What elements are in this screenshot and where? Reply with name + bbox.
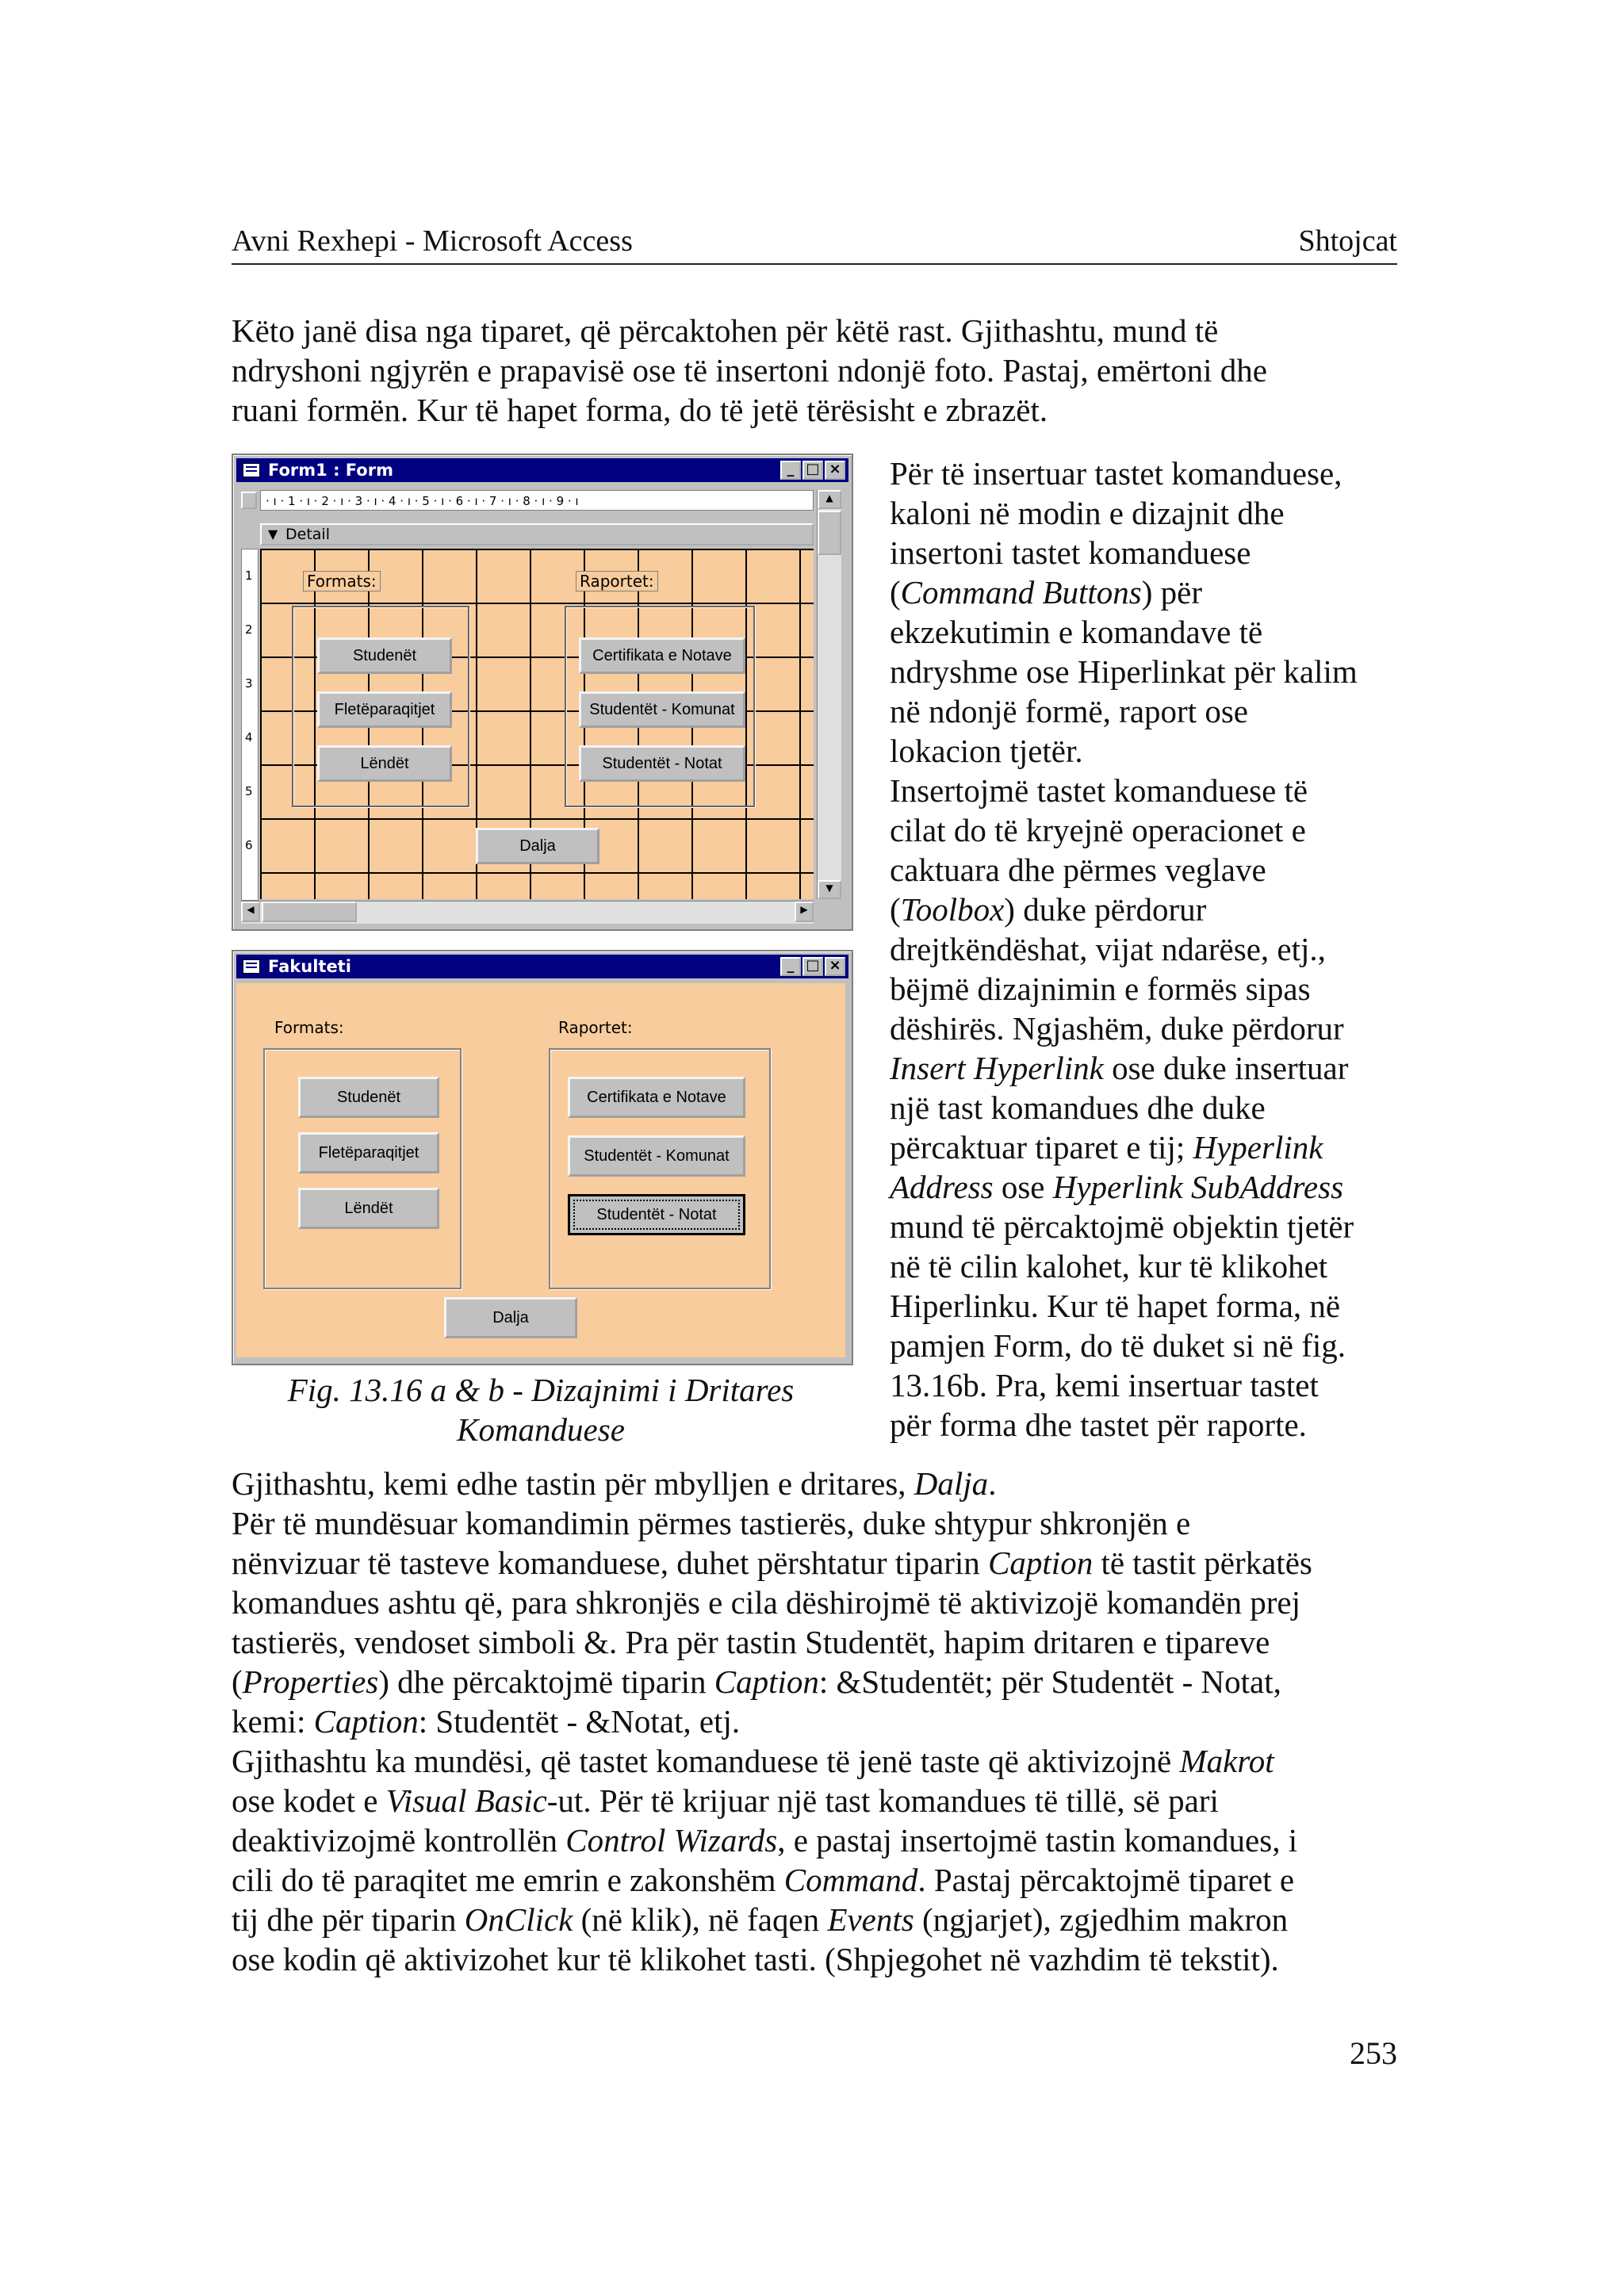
horizontal-scrollbar[interactable] <box>241 901 814 924</box>
scroll-down-icon[interactable]: ▼ <box>818 880 841 899</box>
ruler-marks: · ı · 1 · ı · 2 · ı · 3 · ı · 4 · ı · 5 · ı · 6 · ı · 7 · ı · 8 · ı · 9 · ı <box>266 494 579 508</box>
text-line: bëjmë dizajnimin e formës sipas <box>890 970 1311 1007</box>
detail-section-label: Detail <box>285 526 330 543</box>
text-line: ndryshme ose Hiperlinkat për kalim <box>890 653 1358 690</box>
text-line: në të cilin kalohet, kur të klikohet <box>890 1248 1328 1284</box>
detail-section-bar[interactable] <box>260 523 814 545</box>
maximize-icon[interactable]: □ <box>802 957 823 976</box>
text-line: mund të përcaktojmë objektin tjetër <box>890 1208 1354 1245</box>
text-line: Address ose Hyperlink SubAddress <box>890 1169 1344 1205</box>
text-line: kemi: Caption: Studentët - &Notat, etj. <box>232 1703 741 1740</box>
form-window-titlebar <box>236 955 848 978</box>
studentet-button[interactable]: Studenët <box>317 637 452 674</box>
design-view-window <box>232 454 853 931</box>
lendet-button[interactable]: Lëndët <box>317 745 452 782</box>
scroll-hthumb[interactable] <box>262 902 357 922</box>
form-icon <box>243 959 260 974</box>
lendet-button[interactable]: Lëndët <box>298 1188 439 1229</box>
text-line: Insertojmë tastet komanduese të <box>890 772 1308 809</box>
form-selector[interactable] <box>241 492 257 509</box>
studentet-komunat-button[interactable]: Studentët - Komunat <box>568 1135 745 1177</box>
reports-label: Raportet: <box>558 1018 633 1037</box>
text-line: cilat do të kryejnë operacionet e <box>890 812 1306 848</box>
formats-label: Formats: <box>274 1018 344 1037</box>
text-line: ekzekutimin e komandave të <box>890 614 1263 650</box>
text-line: për forma dhe tastet për raporte. <box>890 1407 1307 1443</box>
scroll-right-icon[interactable]: ▶ <box>795 902 814 922</box>
vertical-ruler <box>241 549 259 901</box>
horizontal-ruler <box>260 490 814 511</box>
caption-line: Fig. 13.16 a & b - Dizajnimi i Dritares <box>287 1372 795 1408</box>
arrow-down-icon: ▼ <box>268 526 278 542</box>
minimize-icon[interactable]: _ <box>780 957 801 976</box>
page-number: 253 <box>1350 2035 1397 2071</box>
vertical-scrollbar[interactable] <box>817 490 841 899</box>
text-line: ruani formën. Kur të hapet forma, do të jetë tërësisht e zbrazët. <box>232 392 1048 428</box>
text-line: Për të mundësuar komandimin përmes tastierës, duke shtypur shkronjën e <box>232 1505 1191 1541</box>
bottom-paragraphs <box>232 1464 1312 1979</box>
text-line: (Properties) dhe përcaktojmë tiparin Caption: &Studentët; për Studentët - Notat, <box>232 1663 1281 1700</box>
figure-caption <box>232 1370 850 1449</box>
dalja-button[interactable]: Dalja <box>444 1297 577 1338</box>
form-body <box>236 983 845 1357</box>
text-line: drejtkëndëshat, vijat ndarëse, etj., <box>890 931 1326 967</box>
form-view-window <box>232 950 853 1365</box>
text-line: (Toolbox) duke përdorur <box>890 891 1207 928</box>
close-icon[interactable]: × <box>825 957 845 976</box>
text-line: dëshirës. Ngjashëm, duke përdorur <box>890 1010 1344 1047</box>
text-line: cili do të paraqitet me emrin e zakonshëm Command. Pastaj përcaktojmë tiparet e <box>232 1862 1295 1898</box>
text-line: caktuara dhe përmes veglave <box>890 852 1266 888</box>
text-line: në ndonjë formë, raport ose <box>890 693 1248 729</box>
certifikata-button[interactable]: Certifikata e Notave <box>568 1077 745 1118</box>
vruler-label: 2 <box>245 622 253 637</box>
text-line: lokacion tjetër. <box>890 733 1083 769</box>
studentet-komunat-button[interactable]: Studentët - Komunat <box>579 691 745 728</box>
text-line: Për të insertuar tastet komanduese, <box>890 455 1342 492</box>
studentet-notat-button[interactable]: Studentët - Notat <box>579 745 745 782</box>
text-line: ose kodin që aktivizohet kur të klikohet tasti. (Shpjegohet në vazhdim të tekstit). <box>232 1941 1279 1977</box>
studentet-button[interactable]: Studenët <box>298 1077 439 1118</box>
intro-paragraph <box>232 311 1267 430</box>
vruler-label: 3 <box>245 676 253 691</box>
scroll-thumb[interactable] <box>818 511 841 555</box>
text-line: përcaktuar tiparet e tij; Hyperlink <box>890 1129 1323 1166</box>
text-line: Gjithashtu ka mundësi, që tastet komanduese të jenë taste që aktivizojnë Makrot <box>232 1743 1274 1779</box>
vruler-label: 4 <box>245 730 253 745</box>
text-line: pamjen Form, do të duket si në fig. <box>890 1327 1346 1364</box>
vruler-label: 5 <box>245 784 253 798</box>
certifikata-button[interactable]: Certifikata e Notave <box>579 637 745 674</box>
text-line: Hiperlinku. Kur të hapet forma, në <box>890 1288 1341 1324</box>
right-column-text <box>890 454 1358 1445</box>
text-line: insertoni tastet komanduese <box>890 534 1251 571</box>
text-line: kaloni në modin e dizajnit dhe <box>890 495 1285 531</box>
text-line: ose kodet e Visual Basic-ut. Për të krijuar një tast komandues të tillë, së pari <box>232 1782 1219 1819</box>
fletparaqitjet-button[interactable]: Fletëparaqitjet <box>298 1132 439 1173</box>
header-section: Shtojcat <box>1298 224 1397 258</box>
page-header <box>232 222 1397 265</box>
scroll-up-icon[interactable]: ▲ <box>818 490 841 509</box>
close-icon[interactable]: × <box>825 461 845 480</box>
design-window-title: Form1 : Form <box>268 461 393 480</box>
minimize-icon[interactable]: _ <box>780 461 801 480</box>
vruler-label: 1 <box>245 568 253 583</box>
dalja-button[interactable]: Dalja <box>476 828 599 864</box>
form-icon <box>243 463 260 477</box>
maximize-icon[interactable]: □ <box>802 461 823 480</box>
fletparaqitjet-button[interactable]: Fletëparaqitjet <box>317 691 452 728</box>
text-line: Insert Hyperlink ose duke insertuar <box>890 1050 1349 1086</box>
reports-label[interactable]: Raportet: <box>576 571 658 591</box>
text-line: nënvizuar të tasteve komanduese, duhet përshtatur tiparin Caption të tastit përkatës <box>232 1545 1312 1581</box>
text-line: komandues ashtu që, para shkronjës e cila dëshirojmë të aktivizojë komandën prej <box>232 1584 1301 1621</box>
text-line: deaktivizojmë kontrollën Control Wizards, e pastaj insertojmë tastin komandues, i <box>232 1822 1298 1859</box>
scroll-left-icon[interactable]: ◀ <box>241 902 260 922</box>
text-line: tij dhe për tiparin OnClick (në klik), në faqen Events (ngjarjet), zgjedhim makron <box>232 1901 1289 1938</box>
text-line: Këto janë disa nga tiparet, që përcaktohen për këtë rast. Gjithashtu, mund të <box>232 312 1219 349</box>
studentet-notat-button[interactable]: Studentët - Notat <box>568 1194 745 1235</box>
design-window-titlebar <box>236 458 848 482</box>
text-line: (Command Buttons) për <box>890 574 1203 611</box>
design-grid <box>260 549 814 899</box>
form-window-title: Fakulteti <box>268 957 351 976</box>
formats-label[interactable]: Formats: <box>303 571 381 591</box>
text-line: 13.16b. Pra, kemi insertuar tastet <box>890 1367 1319 1403</box>
header-author: Avni Rexhepi - Microsoft Access <box>232 224 633 258</box>
text-line: ndryshoni ngjyrën e prapavisë ose të insertoni ndonjë foto. Pastaj, emërtoni dhe <box>232 352 1267 389</box>
text-line: tastierës, vendoset simboli &. Pra për tastin Studentët, hapim dritaren e tipareve <box>232 1624 1270 1660</box>
text-line: një tast komandues dhe duke <box>890 1089 1266 1126</box>
vruler-label: 6 <box>245 838 253 852</box>
text-line: Gjithashtu, kemi edhe tastin për mbylljen e dritares, Dalja. <box>232 1465 997 1502</box>
caption-line: Komanduese <box>457 1411 625 1448</box>
